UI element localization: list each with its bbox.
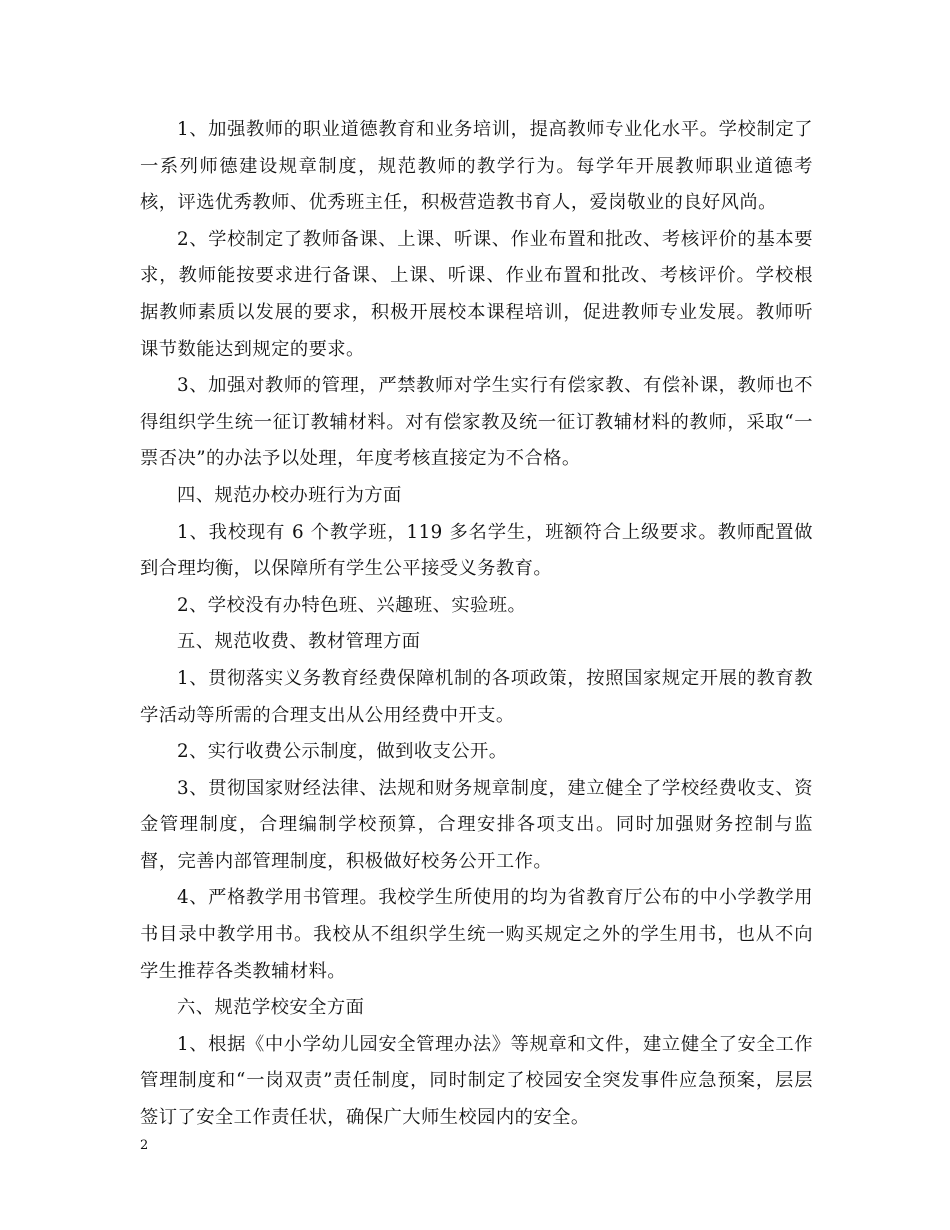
paragraph-safety-system: 1、根据《中小学幼儿园安全管理办法》等规章和文件，建立健全了安全工作管理制度和“一岗双责”责任制度，同时制定了校园安全突发事件应急预案，层层签订了安全工作责任状，确保广大师生校园内的安全。 <box>140 1033 813 1129</box>
section-heading-school-conduct: 四、规范办校办班行为方面 <box>177 484 402 506</box>
section-heading-fees-textbooks: 五、规范收费、教材管理方面 <box>177 631 421 653</box>
paragraph-teacher-ethics: 1、加强教师的职业道德教育和业务培训，提高教师专业化水平。学校制定了一系列师德建设规章制度，规范教师的教学行为。每学年开展教师职业道德考核，评选优秀教师、优秀班主任，积极营造教书育人，爱岗敬业的良好风尚。 <box>140 119 813 214</box>
paragraph-class-count: 1、我校现有 6 个教学班，119 多名学生，班额符合上级要求。教师配置做到合理均衡，以保障所有学生公平接受义务教育。 <box>140 521 813 580</box>
paragraph-financial-rules: 3、贯彻国家财经法律、法规和财务规章制度，建立健全了学校经费收支、资金管理制度，合理编制学校预算，合理安排各项支出。同时加强财务控制与监督，完善内部管理制度，积极做好校务公开工作。 <box>140 777 813 872</box>
paragraph-fee-disclosure: 2、实行收费公示制度，做到收支公开。 <box>177 741 508 763</box>
paragraph-funding-policy: 1、贯彻落实义务教育经费保障机制的各项政策，按照国家规定开展的教育教学活动等所需的合理支出从公用经费中开支。 <box>140 667 813 726</box>
paragraph-teaching-requirements: 2、学校制定了教师备课、上课、听课、作业布置和批改、考核评价的基本要求，教师能按要求进行备课、上课、听课、作业布置和批改、考核评价。学校根据教师素质以发展的要求，积极开展校本课程培训，促进教师专业发展。教师听课节数能达到规定的要求。 <box>140 228 813 360</box>
document-body <box>140 112 813 1137</box>
section-heading-school-safety: 六、规范学校安全方面 <box>177 997 365 1019</box>
paragraph-teacher-management: 3、加强对教师的管理，严禁教师对学生实行有偿家教、有偿补课，教师也不得组织学生统一征订教辅材料。对有偿家教及统一征订教辅材料的教师，采取“一票否决”的办法予以处理，年度考核直接定为不合格。 <box>140 375 813 470</box>
paragraph-textbook-management: 4、严格教学用书管理。我校学生所使用的均为省教育厅公布的中小学教学用书目录中教学用书。我校从不组织学生统一购买规定之外的学生用书，也从不向学生推荐各类教辅材料。 <box>140 887 813 982</box>
page-number: 2 <box>140 1138 149 1153</box>
paragraph-no-special-classes: 2、学校没有办特色班、兴趣班、实验班。 <box>177 594 527 616</box>
